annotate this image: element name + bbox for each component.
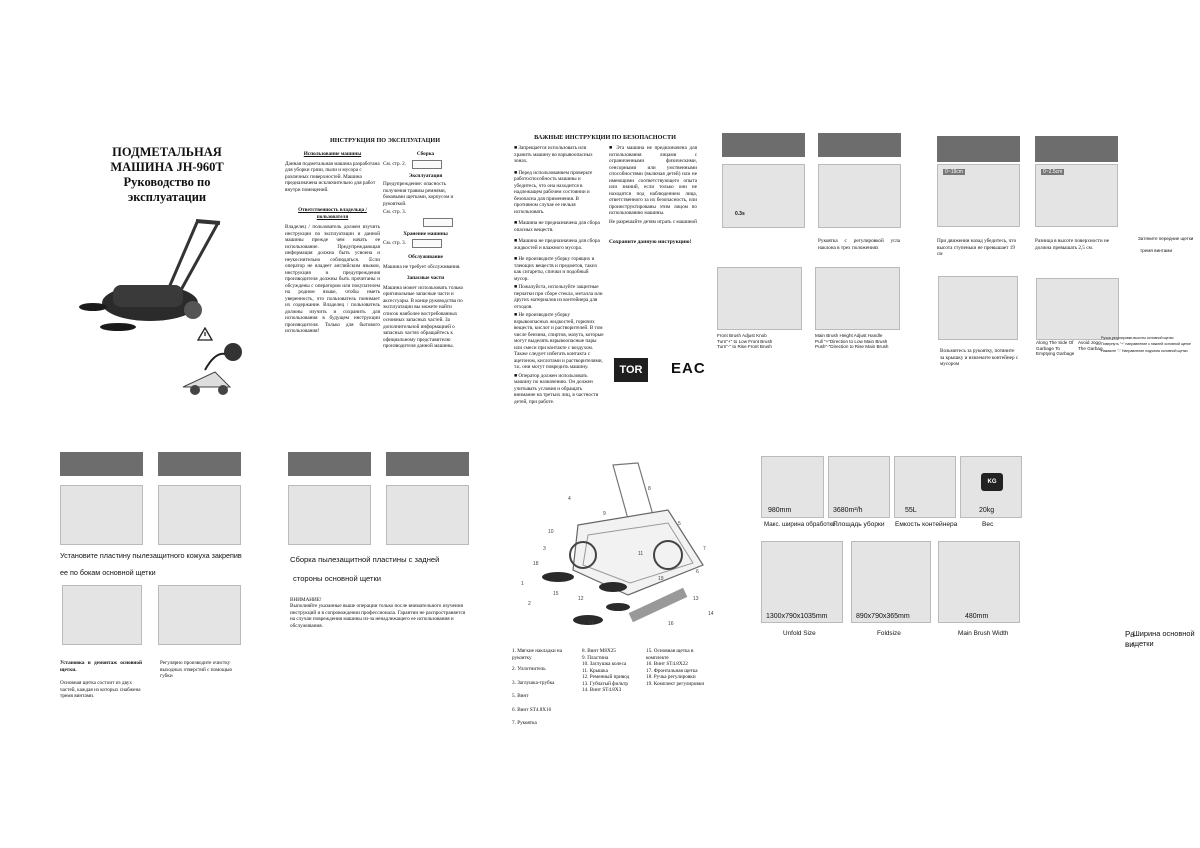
- attention-heading: ВНИМАНИЕ!: [290, 597, 322, 603]
- dim-label: Foldsize: [877, 630, 901, 637]
- part-item: 17. Фронтальная щетка: [646, 667, 698, 674]
- part-item: 2. Уплотнитель: [512, 666, 546, 672]
- svg-text:1: 1: [521, 581, 524, 587]
- storage-ref: См. стр. 3.: [383, 240, 407, 247]
- illustration-flap-parts: [386, 485, 469, 545]
- part-item: 6. Винт ST4.8X16: [512, 706, 552, 713]
- main-brush-line: Pull "+"Direction to Low Main Brush: [815, 338, 888, 344]
- book-icon: [412, 239, 442, 248]
- assembly-heading: Сборка: [416, 151, 435, 157]
- side-fragment: ви,: [1125, 640, 1136, 649]
- safety-item: ■ Не производите уборку горящих и тлеющих веществ и предметов, таких как сигареты, спички и подобный мусор.: [514, 256, 598, 282]
- main-brush-text: [815, 333, 910, 350]
- responsibility-text: Владелец / пользователь должен изучить инструкции по эксплуатации и данной машины прежде чем начать ее использование. Предупреждающая информация должна быть усвоена и неукоснительно соблюдаться. Если оператор не владеет английским языком, инструкция и предупреждения производителя должны быть прочитаны и обсуждены с оператором или покупателем на родном языке, чтобы иметь уверенность, что пользователь понимает их содержание. Владелец / пользователь должны изучить и сохранить для использования в будущем инструкции производителя. Только для бытового использования!: [285, 224, 380, 334]
- dim-label: Unfold Size: [783, 630, 816, 637]
- part-item: 7. Рукоятка: [512, 720, 537, 726]
- main-brush-label: Main Brush Height Adjust Handle: [815, 333, 883, 338]
- svg-text:17: 17: [588, 621, 594, 627]
- main-brush-width-label: Ширина основной щетки: [1133, 629, 1195, 648]
- svg-text:19: 19: [658, 576, 664, 582]
- dim-value: 480mm: [965, 613, 989, 620]
- part-item: 9. Пластина: [582, 654, 609, 661]
- cover-title-line: МАШИНА JH-960T: [110, 160, 224, 174]
- warning-icon: [197, 327, 213, 341]
- tiny-notes: [1101, 335, 1199, 354]
- part-item: 11. Крышка: [582, 667, 608, 674]
- safety-item: ■ Машина не предназначена для сбора жидкостей и влажного мусора.: [514, 238, 600, 251]
- operation-text: Предупреждение: опасность получения травмы ремнями, боковыми щетками, корпусом и рукояткой.: [383, 181, 454, 207]
- header-bar: [818, 133, 901, 157]
- svg-text:15: 15: [553, 591, 559, 597]
- flap-caption: стороны основной щетки: [293, 574, 382, 583]
- safety-item: ■ Перед использованием проверьте работоспособность машины и убедитесь, что она находится в надлежащем рабочем состоянии и безопасна для применения. В противном случае ее нельзя использовать.: [514, 169, 593, 215]
- part-item: 8. Винт М8Х25: [582, 648, 616, 654]
- front-brush-label: Front Brush Adjust Knob: [717, 333, 767, 338]
- spec-container-icon: [894, 456, 956, 518]
- cover-title-line: Руководство по: [123, 175, 211, 189]
- exploded-parts-diagram: [518, 455, 716, 630]
- illustration-brush-removal: [62, 585, 142, 645]
- svg-text:10: 10: [548, 529, 554, 535]
- illustration-rear-flap: [288, 485, 371, 545]
- header-bar: [386, 452, 469, 476]
- flap-caption: Установите пластину пылезащитного кожуха закрепив: [60, 551, 242, 560]
- svg-text:3: 3: [543, 546, 546, 552]
- side-caption-mid: тремя винтами: [1140, 248, 1173, 253]
- spec-value: 3680m²/h: [833, 507, 863, 514]
- spec-label: Емкость контейнера: [895, 521, 958, 528]
- part-item: 5. Винт: [512, 693, 529, 699]
- attention-text: Выполняйте указанные выше операции только после внимательного изучения инструкций и в сопровождении профессионала. Гарантии не распространяется на случаи повреждения машины из-за ненадлежащего ее использования и обслуживания.: [290, 603, 466, 629]
- illustration-height: [1035, 164, 1118, 227]
- safety-item: ■ Не производите уборку взрывоопасных жидкостей, горючих веществ, кислот и растворителей. В том числе бензина, спиртов, мазута, которые могут выделять взрывоопасные пары или смеси при контакте с воздухом. Также следует избегать контакта с ацетоном, кислотами и растворителями, т.к. они могут повредить машину.: [514, 312, 604, 370]
- illustration-lift-container: [938, 276, 1018, 340]
- illustration-front-brush: [717, 267, 802, 330]
- header-bar: [158, 452, 241, 476]
- brush-text: Основная щетка состоит из двух частей, каждая из которых снабжена тремя винтами.: [60, 680, 141, 699]
- instructions-col-right: [383, 151, 468, 350]
- header-bar: [1035, 136, 1118, 162]
- safety-item: Не разрешайте детям играть с машиной: [609, 218, 697, 225]
- book-icon: [423, 218, 453, 227]
- part-item: 3. Заглушка-трубка: [512, 679, 555, 686]
- time-badge: 0.3s: [735, 211, 745, 217]
- illustration-empty-container: [1036, 278, 1119, 340]
- illustration-step: [937, 164, 1020, 227]
- service-text: Машина не требует обслуживания.: [383, 263, 461, 270]
- svg-text:11: 11: [638, 551, 644, 557]
- svg-text:13: 13: [693, 596, 699, 602]
- header-bar: [288, 452, 371, 476]
- tiny-note: Нажмите "-" Направление подъема основной щетки: [1101, 348, 1188, 353]
- safety-item: ■ Машина не предназначена для сбора опасных веществ.: [514, 220, 600, 233]
- instructions-title: ИНСТРУКЦИЯ ПО ЭКСПЛУАТАЦИИ: [329, 137, 441, 144]
- instructions-col-left: [285, 151, 380, 335]
- part-item: 14. Винт ST4.8X3: [582, 687, 622, 693]
- header-bar: [722, 133, 805, 157]
- service-heading: Обслуживание: [408, 254, 443, 260]
- part-item: 16. Винт ST4.8X22: [646, 661, 688, 667]
- tiny-note: Повернуть "+" направление к нижней основной щетке: [1101, 342, 1191, 347]
- storage-heading: Хранение машины: [403, 230, 448, 237]
- front-brush-text: [717, 333, 807, 350]
- handle-caption: Рукоятка с регулировкой угла наклона в трех положениях: [818, 238, 900, 251]
- main-brush-image: [938, 541, 1020, 623]
- spec-value: 980mm: [768, 507, 792, 514]
- safety-col-1: [514, 145, 604, 406]
- front-brush-line: Turn"+" to Low Front Brush: [717, 338, 773, 344]
- flap-caption: Сборка пылезащитной пластины с задней: [290, 555, 440, 564]
- header-bar: [937, 136, 1020, 162]
- brand-logo: TOR: [614, 358, 648, 382]
- part-item: 18. Ручка регулировки: [646, 674, 696, 680]
- tiny-note: Ручка регулировки высоты основной щетки: [1101, 336, 1174, 340]
- svg-text:6: 6: [696, 569, 699, 575]
- side-caption-top: Затяните передние щетки: [1138, 236, 1194, 241]
- usage-text: Данная подметальная машина разработана для уборки грязи, пыли и мусора с различных поверхностей. Машина предназначена исключительно для работ внутри помещений.: [285, 160, 380, 193]
- eac-mark: EAC: [671, 360, 706, 377]
- assembly-ref: См. стр. 2.: [383, 160, 407, 167]
- spec-label: Вес: [982, 521, 994, 528]
- flap-caption: ее по бокам основной щетки: [60, 568, 156, 577]
- step-label: 0~19cm: [945, 169, 963, 175]
- svg-text:16: 16: [668, 621, 674, 627]
- svg-text:14: 14: [708, 611, 714, 617]
- front-brush-line: Turn"-" to Rise Front Brush: [717, 344, 772, 350]
- svg-text:7: 7: [703, 546, 706, 552]
- safety-col-2: [609, 145, 697, 246]
- svg-text:12: 12: [578, 596, 584, 602]
- safety-item: ■ Оператор должен использовать машину по назначению. Он должен учитывать условия и обращать внимание на третьих лиц, в частности детей, при работе.: [514, 372, 599, 405]
- usage-heading: Использование машины: [303, 151, 362, 157]
- spec-label: Макс. ширина обработки: [764, 521, 836, 528]
- unfold-size-image: [761, 541, 843, 623]
- weight-badge: KG: [981, 473, 1003, 491]
- brush-heading: Установка и демонтаж основной щетки.: [60, 660, 142, 673]
- spec-area-icon: [828, 456, 890, 518]
- safety-item: ■ Эта машина не предназначена для использования лицами с ограниченными физическими, сенсорными или умственными способностями (включая детей) или не имеющими соответствующего опыта или знаний, если только они не находятся под наблюдением лица, ответственного за их безопасность, или проинструктированы этим лицом по использованию машины.: [609, 145, 697, 216]
- spec-value: 20kg: [979, 507, 995, 514]
- header-bar: [60, 452, 143, 476]
- operation-heading: Эксплуатация: [408, 172, 443, 179]
- lift-caption: Возьмитесь за рукоятку, потяните за крышку и извлеките контейнер с мусором: [940, 348, 1019, 367]
- svg-text:4: 4: [568, 496, 571, 502]
- safety-item: ■ Пожалуйста, используйте защитные перчатки при сборе стекла, металла или других материалов из контейнера для отходов.: [514, 284, 603, 310]
- svg-text:9: 9: [603, 511, 606, 517]
- part-item: 10. Заглушка колеса: [582, 661, 627, 667]
- illustration-folding: [722, 164, 805, 228]
- cover-title: [92, 145, 242, 205]
- height-caption: Разница в высоте поверхности не должна превышать 2,5 см.: [1035, 238, 1110, 251]
- step-label: 0~2.5cm: [1043, 169, 1063, 175]
- part-item: 13. Губчатый фильтр: [582, 680, 628, 687]
- safety-item: ■ Запрещается использовать или хранить машину во взрывоопасных зонах.: [514, 145, 593, 164]
- save-note: Сохраните данную инструкцию!: [609, 239, 692, 245]
- empty-label: Avoid Jogg The Garbag: [1078, 340, 1103, 351]
- empty-label: Along The Side Of Garbage To Emptying Garbage: [1036, 340, 1075, 357]
- step-caption: При движении назад убедитесь, что высота ступеньки не превышает 19 см: [937, 238, 1017, 257]
- cover-title-line: ПОДМЕТАЛЬНАЯ: [112, 145, 222, 159]
- parts-col-2: [582, 648, 652, 694]
- illustration-handle: [818, 164, 901, 228]
- parts-col-1: [512, 648, 582, 727]
- part-item: 1. Мягкие накладки на рукоятку: [512, 648, 563, 661]
- spec-width-icon: [761, 456, 824, 518]
- dim-value: 890x790x365mm: [856, 613, 910, 620]
- illustration-brush-cleaning: [158, 585, 241, 645]
- spec-label: Площадь уборки: [833, 521, 885, 528]
- part-item: 15. Основная щетка в комплекте: [646, 648, 694, 661]
- illustration-main-brush: [815, 267, 900, 330]
- part-item: 12. Ременный привод: [582, 674, 630, 680]
- cover-title-line: эксплуатации: [127, 190, 207, 204]
- operation-ref: См. стр. 3.: [383, 209, 407, 215]
- parts-heading: Запасные части: [406, 275, 445, 281]
- spec-weight-icon: [960, 456, 1022, 518]
- dim-label: Main Brush Width: [958, 630, 1009, 637]
- illustration-flap-2: [158, 485, 241, 545]
- sweeper-illustration: [78, 215, 228, 345]
- parts-col-3: [646, 648, 716, 687]
- svg-text:18: 18: [533, 561, 539, 567]
- svg-text:5: 5: [678, 521, 681, 527]
- fold-size-image: [851, 541, 931, 623]
- dim-value: 1300x790x1035mm: [766, 613, 828, 620]
- clean-text: Регулярно производите очистку выходных отверстий с помощью губки: [160, 660, 233, 679]
- main-brush-line: Push"-"Direction to Rise Main Brush: [815, 344, 889, 350]
- svg-text:2: 2: [528, 601, 531, 607]
- safety-title: ВАЖНЫЕ ИНСТРУКЦИИ ПО БЕЗОПАСНОСТИ: [534, 134, 676, 141]
- brush-cleaning-illustration: [175, 342, 245, 397]
- responsibility-heading: Ответственность владельца / пользователя: [298, 207, 367, 220]
- parts-text: Машина может использовать только оригинальные запасные части и аксессуары. В конце руководства по эксплуатации вы можете найти список наиболее востребованных основных запасных частей. За дополнительной информацией о запасных частях обращайтесь к официальному представителю производителя данной машины.: [383, 284, 464, 349]
- svg-text:8: 8: [648, 486, 651, 492]
- part-item: 19. Комплект регулировки: [646, 680, 705, 687]
- spec-value: 55L: [905, 507, 917, 514]
- side-fragment: Ра: [1125, 630, 1135, 639]
- illustration-flap-1: [60, 485, 143, 545]
- book-icon: [412, 160, 442, 169]
